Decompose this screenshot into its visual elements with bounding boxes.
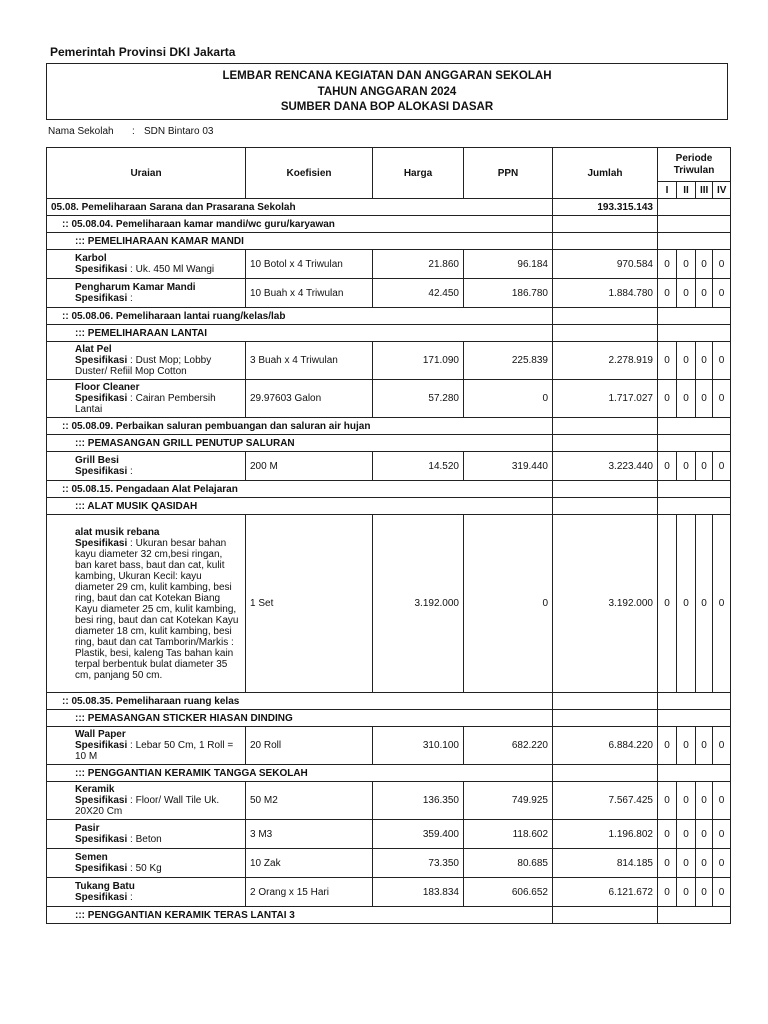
group-label: ::: PEMELIHARAAN LANTAI: [47, 325, 553, 342]
item-q4: 0: [713, 782, 731, 820]
item-name: Grill Besi: [75, 455, 119, 466]
item-name: alat musik rebana: [75, 526, 160, 538]
item-jumlah: 970.584: [553, 250, 658, 279]
item-q3: 0: [696, 782, 713, 820]
item-q1: 0: [658, 820, 677, 849]
item-name: Alat Pel: [75, 344, 112, 355]
item-spec: : Ukuran besar bahan kayu diameter 32 cm,besi ringan, ban karet bass, baut dan cat, kulit kambing, Ukuran Kecil: kayu diameter 29 cm, kulit kambing, besi ring, baut dan cat Kotekan Biang Kayu diameter 25 cm, kulit kambing, besi ring, baut dan cat Kotekan Kayu diameter 18 cm, kulit kambing, besi ring, baut dan cat Tamborin/Markis : Plastik, besi, kaleng Tas bahan kain terpal berbentuk bulat diameter 35 cm, panjang 50 cm.: [75, 537, 239, 681]
empty-cell: [658, 233, 731, 250]
section-row: [47, 199, 731, 216]
section-label: 05.08. Pemeliharaan Sarana dan Prasarana Sekolah: [47, 199, 553, 216]
empty-cell: [553, 693, 658, 710]
item-harga: 183.834: [373, 878, 464, 907]
item-koefisien: 10 Zak: [246, 849, 373, 878]
item-q4: 0: [713, 250, 731, 279]
item-ppn: 682.220: [464, 727, 553, 765]
subsection-row: [47, 481, 731, 498]
item-ppn: 0: [464, 515, 553, 693]
item-koefisien: 10 Buah x 4 Triwulan: [246, 279, 373, 308]
item-harga: 310.100: [373, 727, 464, 765]
item-ppn: 80.685: [464, 849, 553, 878]
table-row: [47, 279, 731, 308]
subsection-label: :: 05.08.15. Pengadaan Alat Pelajaran: [47, 481, 553, 498]
item-q1: 0: [658, 878, 677, 907]
item-name: Pengharum Kamar Mandi: [75, 282, 196, 293]
budget-table: [46, 147, 731, 924]
item-name: Floor Cleaner: [75, 382, 140, 393]
item-q2: 0: [677, 820, 696, 849]
item-harga: 14.520: [373, 452, 464, 481]
item-name: Wall Paper: [75, 729, 126, 740]
item-spec: : Dust Mop; Lobby Duster/ Refiil Mop Cotton: [75, 355, 212, 377]
item-q3: 0: [696, 250, 713, 279]
item-uraian: [47, 380, 246, 418]
item-jumlah: 3.192.000: [553, 515, 658, 693]
empty-cell: [553, 907, 658, 924]
item-name: Karbol: [75, 253, 107, 264]
item-ppn: 118.602: [464, 820, 553, 849]
group-label: ::: PENGGANTIAN KERAMIK TANGGA SEKOLAH: [47, 765, 553, 782]
subsection-row: [47, 216, 731, 233]
item-uraian: [47, 849, 246, 878]
item-q3: 0: [696, 820, 713, 849]
empty-cell: [553, 418, 658, 435]
spec-label: Spesifikasi: [75, 834, 128, 845]
item-harga: 73.350: [373, 849, 464, 878]
item-jumlah: 6.884.220: [553, 727, 658, 765]
item-ppn: 225.839: [464, 342, 553, 380]
item-q2: 0: [677, 279, 696, 308]
col-periode: Periode Triwulan: [658, 148, 731, 182]
item-ppn: 0: [464, 380, 553, 418]
col-jumlah: Jumlah: [553, 148, 658, 199]
school-info: [48, 126, 213, 137]
empty-cell: [658, 199, 731, 216]
item-name: Semen: [75, 852, 108, 863]
item-ppn: 96.184: [464, 250, 553, 279]
empty-cell: [658, 308, 731, 325]
item-q1: 0: [658, 727, 677, 765]
empty-cell: [553, 308, 658, 325]
spec-label: Spesifikasi: [75, 293, 128, 304]
empty-cell: [658, 498, 731, 515]
item-koefisien: 2 Orang x 15 Hari: [246, 878, 373, 907]
subsection-row: [47, 693, 731, 710]
item-harga: 21.860: [373, 250, 464, 279]
group-row: [47, 907, 731, 924]
item-q4: 0: [713, 515, 731, 693]
item-q3: 0: [696, 279, 713, 308]
item-koefisien: 3 Buah x 4 Triwulan: [246, 342, 373, 380]
item-q4: 0: [713, 727, 731, 765]
empty-cell: [658, 693, 731, 710]
empty-cell: [553, 216, 658, 233]
spec-label: Spesifikasi: [75, 795, 128, 806]
subsection-label: :: 05.08.09. Perbaikan saluran pembuangan dan saluran air hujan: [47, 418, 553, 435]
section-total: 193.315.143: [553, 199, 658, 216]
group-row: [47, 233, 731, 250]
item-jumlah: 3.223.440: [553, 452, 658, 481]
school-sep: :: [132, 126, 135, 137]
item-spec: : Cairan Pembersih Lantai: [75, 393, 216, 415]
group-row: [47, 498, 731, 515]
item-uraian: [47, 515, 246, 693]
item-q3: 0: [696, 380, 713, 418]
item-koefisien: 3 M3: [246, 820, 373, 849]
spec-label: Spesifikasi: [75, 863, 128, 874]
item-spec: : Floor/ Wall Tile Uk. 20X20 Cm: [75, 795, 220, 817]
item-harga: 3.192.000: [373, 515, 464, 693]
school-name: SDN Bintaro 03: [144, 126, 214, 137]
col-q3: III: [696, 182, 713, 199]
subsection-row: [47, 308, 731, 325]
col-q4: IV: [713, 182, 731, 199]
item-ppn: 606.652: [464, 878, 553, 907]
item-q1: 0: [658, 380, 677, 418]
title-line-2: TAHUN ANGGARAN 2024: [317, 85, 457, 98]
subsection-label: :: 05.08.04. Pemeliharaan kamar mandi/wc guru/karyawan: [47, 216, 553, 233]
item-koefisien: 1 Set: [246, 515, 373, 693]
item-uraian: [47, 250, 246, 279]
group-label: ::: PENGGANTIAN KERAMIK TERAS LANTAI 3: [47, 907, 553, 924]
col-ppn: PPN: [464, 148, 553, 199]
title-line-1: LEMBAR RENCANA KEGIATAN DAN ANGGARAN SEKOLAH: [222, 70, 552, 82]
item-q2: 0: [677, 878, 696, 907]
item-q2: 0: [677, 515, 696, 693]
item-q4: 0: [713, 820, 731, 849]
subsection-label: :: 05.08.06. Pemeliharaan lantai ruang/kelas/lab: [47, 308, 553, 325]
group-row: [47, 435, 731, 452]
item-harga: 171.090: [373, 342, 464, 380]
item-q2: 0: [677, 342, 696, 380]
table-row: [47, 820, 731, 849]
spec-label: Spesifikasi: [75, 537, 128, 549]
item-q2: 0: [677, 849, 696, 878]
col-q2: II: [677, 182, 696, 199]
item-q3: 0: [696, 849, 713, 878]
empty-cell: [658, 418, 731, 435]
table-row: [47, 849, 731, 878]
empty-cell: [553, 710, 658, 727]
item-jumlah: 2.278.919: [553, 342, 658, 380]
empty-cell: [553, 233, 658, 250]
item-q1: 0: [658, 782, 677, 820]
table-body: [47, 199, 731, 924]
item-q3: 0: [696, 515, 713, 693]
col-q1: I: [658, 182, 677, 199]
item-q4: 0: [713, 380, 731, 418]
item-jumlah: 1.196.802: [553, 820, 658, 849]
item-q2: 0: [677, 452, 696, 481]
item-q1: 0: [658, 515, 677, 693]
item-uraian: [47, 279, 246, 308]
item-q3: 0: [696, 342, 713, 380]
item-q2: 0: [677, 782, 696, 820]
empty-cell: [658, 710, 731, 727]
item-q2: 0: [677, 380, 696, 418]
item-spec: :: [130, 892, 133, 903]
item-ppn: 186.780: [464, 279, 553, 308]
empty-cell: [553, 481, 658, 498]
item-uraian: [47, 878, 246, 907]
table-row: [47, 515, 731, 693]
item-jumlah: 1.717.027: [553, 380, 658, 418]
group-label: ::: PEMASANGAN STICKER HIASAN DINDING: [47, 710, 553, 727]
item-q3: 0: [696, 452, 713, 481]
title-line-3: SUMBER DANA BOP ALOKASI DASAR: [280, 101, 494, 113]
table-row: [47, 782, 731, 820]
table-row: [47, 250, 731, 279]
subsection-row: [47, 418, 731, 435]
empty-cell: [553, 435, 658, 452]
item-q2: 0: [677, 727, 696, 765]
empty-cell: [658, 325, 731, 342]
item-spec: : Lebar 50 Cm, 1 Roll = 10 M: [75, 740, 234, 762]
table-row: [47, 727, 731, 765]
table-row: [47, 342, 731, 380]
empty-cell: [658, 435, 731, 452]
spec-label: Spesifikasi: [75, 740, 128, 751]
empty-cell: [658, 765, 731, 782]
item-q2: 0: [677, 250, 696, 279]
group-row: [47, 325, 731, 342]
spec-label: Spesifikasi: [75, 466, 128, 477]
spec-label: Spesifikasi: [75, 892, 128, 903]
item-name: Keramik: [75, 784, 115, 795]
item-spec: : Beton: [130, 834, 162, 845]
item-q4: 0: [713, 849, 731, 878]
item-jumlah: 814.185: [553, 849, 658, 878]
item-q1: 0: [658, 849, 677, 878]
item-koefisien: 50 M2: [246, 782, 373, 820]
empty-cell: [658, 907, 731, 924]
item-uraian: [47, 782, 246, 820]
item-uraian: [47, 727, 246, 765]
item-harga: 136.350: [373, 782, 464, 820]
item-jumlah: 6.121.672: [553, 878, 658, 907]
item-harga: 359.400: [373, 820, 464, 849]
government-name: Pemerintah Provinsi DKI Jakarta: [50, 45, 236, 59]
spec-label: Spesifikasi: [75, 355, 128, 366]
item-uraian: [47, 820, 246, 849]
group-row: [47, 710, 731, 727]
table-row: [47, 878, 731, 907]
subsection-label: :: 05.08.35. Pemeliharaan ruang kelas: [47, 693, 553, 710]
item-uraian: [47, 452, 246, 481]
item-q4: 0: [713, 279, 731, 308]
col-harga: Harga: [373, 148, 464, 199]
item-q3: 0: [696, 878, 713, 907]
item-koefisien: 10 Botol x 4 Triwulan: [246, 250, 373, 279]
item-spec: :: [130, 466, 133, 477]
item-q3: 0: [696, 727, 713, 765]
empty-cell: [553, 325, 658, 342]
table-row: [47, 452, 731, 481]
item-harga: 57.280: [373, 380, 464, 418]
item-q4: 0: [713, 452, 731, 481]
item-spec: : 50 Kg: [130, 863, 162, 874]
item-harga: 42.450: [373, 279, 464, 308]
school-label: Nama Sekolah: [48, 126, 114, 137]
item-q1: 0: [658, 342, 677, 380]
empty-cell: [658, 481, 731, 498]
item-q1: 0: [658, 452, 677, 481]
item-spec: :: [130, 293, 133, 304]
empty-cell: [658, 216, 731, 233]
item-q1: 0: [658, 250, 677, 279]
item-uraian: [47, 342, 246, 380]
table-row: [47, 380, 731, 418]
group-label: ::: PEMELIHARAAN KAMAR MANDI: [47, 233, 553, 250]
item-jumlah: 1.884.780: [553, 279, 658, 308]
spec-label: Spesifikasi: [75, 393, 128, 404]
item-q1: 0: [658, 279, 677, 308]
item-ppn: 319.440: [464, 452, 553, 481]
item-q4: 0: [713, 342, 731, 380]
group-row: [47, 765, 731, 782]
document-title: [46, 63, 728, 120]
item-name: Tukang Batu: [75, 881, 135, 892]
item-name: Pasir: [75, 823, 100, 834]
item-jumlah: 7.567.425: [553, 782, 658, 820]
col-uraian: Uraian: [47, 148, 246, 199]
spec-label: Spesifikasi: [75, 264, 128, 275]
item-ppn: 749.925: [464, 782, 553, 820]
item-koefisien: 29.97603 Galon: [246, 380, 373, 418]
item-koefisien: 20 Roll: [246, 727, 373, 765]
empty-cell: [553, 498, 658, 515]
empty-cell: [553, 765, 658, 782]
item-koefisien: 200 M: [246, 452, 373, 481]
group-label: ::: ALAT MUSIK QASIDAH: [47, 498, 553, 515]
group-label: ::: PEMASANGAN GRILL PENUTUP SALURAN: [47, 435, 553, 452]
col-koefisien: Koefisien: [246, 148, 373, 199]
item-q4: 0: [713, 878, 731, 907]
item-spec: : Uk. 450 Ml Wangi: [130, 264, 215, 275]
